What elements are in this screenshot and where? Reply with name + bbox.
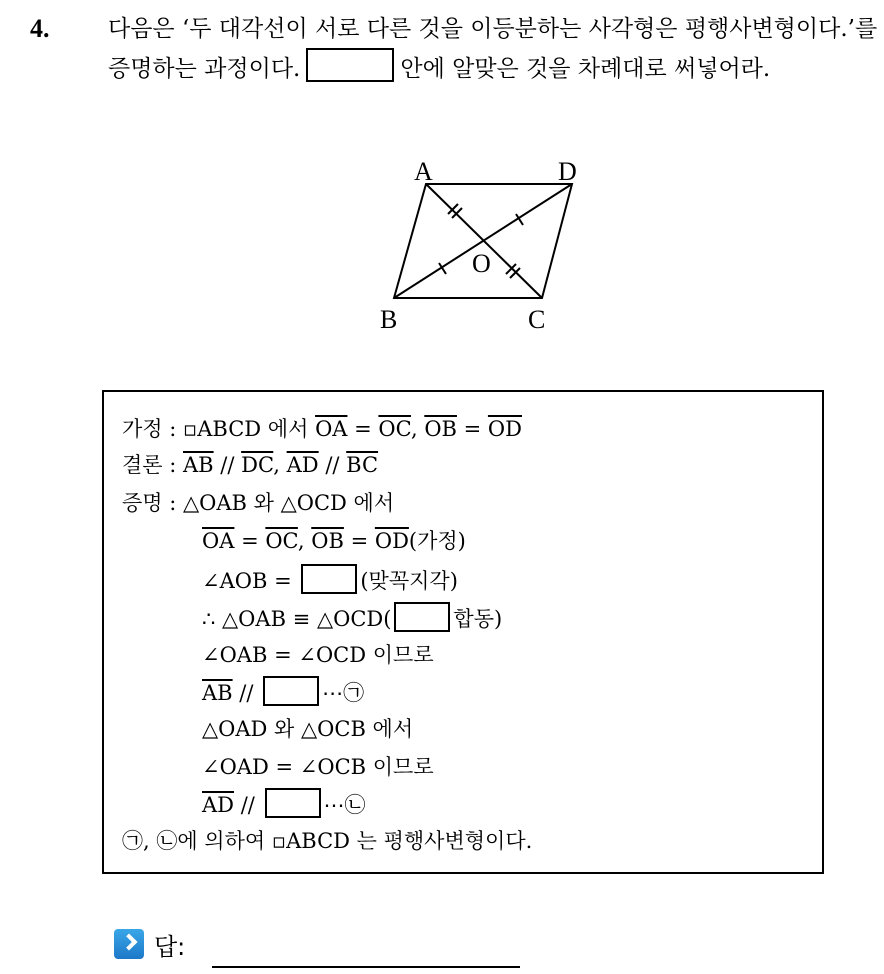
- question-number: 4.: [30, 14, 50, 43]
- proof-line-triangles2: △OAD 와 △OCB 에서: [202, 717, 414, 741]
- text: //: [232, 681, 261, 705]
- segment: $\overline{BC}$: [346, 453, 379, 477]
- segment: $\overline{DC}$: [241, 453, 274, 477]
- segment: $\overline{OC}$: [265, 529, 298, 553]
- text: ,: [410, 417, 425, 441]
- proof-line-final: ㉠, ㉡에 의하여 ▫ABCD 는 평행사변형이다.: [122, 829, 533, 853]
- blank-parallel1: [263, 676, 319, 706]
- proof-line-assumption: [122, 414, 522, 444]
- label-d: D: [558, 157, 577, 186]
- segment: $\overline{AD}$: [286, 453, 319, 477]
- text: //: [318, 453, 347, 477]
- proof-line-proof-start: 증명 : △OAB 와 △OCD 에서: [122, 491, 395, 515]
- segment: $\overline{AB}$: [183, 453, 214, 477]
- text: ⋯㉡: [323, 793, 366, 817]
- question-text-part2: 안에 알맞은 것을 차례대로 써넣어라.: [400, 56, 771, 82]
- blank-parallel2: [265, 788, 321, 818]
- label-c: C: [528, 305, 546, 334]
- proof-line-conclusion: [122, 450, 378, 480]
- proof-line-congruence: [202, 602, 502, 634]
- proof-line-angle-eq1: ∠OAB = ∠OCD 이므로: [202, 643, 434, 667]
- text: ⋯㉠: [322, 681, 365, 705]
- text: =: [234, 529, 266, 553]
- text: (맞꼭지각): [360, 569, 458, 593]
- text: =: [347, 417, 379, 441]
- text: =: [456, 417, 488, 441]
- arrow-right-icon: [114, 929, 144, 959]
- segment: $\overline{OB}$: [424, 417, 457, 441]
- proof-line-vertical-angles: [202, 564, 458, 596]
- label-b: B: [380, 305, 398, 334]
- proof-line-parallel2: [202, 788, 366, 820]
- text: 합동): [453, 607, 503, 631]
- proof-box: [102, 390, 824, 874]
- label-a: A: [414, 157, 433, 186]
- segment: $\overline{AB}$: [202, 681, 233, 705]
- segment: $\overline{OD}$: [487, 417, 522, 441]
- question-text-part1: 다음은 ‘두 대각선이 서로 다른 것을 이등분하는 사각형은 평행사변형이다.’를 증명하는 과정이다.: [108, 16, 878, 82]
- quad-name: ▫ABCD: [183, 417, 262, 441]
- segment: $\overline{OD}$: [374, 529, 409, 553]
- proof-line-parallel1: [202, 676, 364, 708]
- text: ∴ △OAB ≡ △OCD(: [202, 607, 392, 631]
- text: //: [234, 793, 262, 817]
- answer-label: 답:: [154, 932, 186, 961]
- parallelogram-figure: [360, 150, 590, 340]
- label-conclusion: 결론 :: [122, 453, 183, 477]
- segment: $\overline{AD}$: [202, 793, 235, 817]
- segment: $\overline{OA}$: [202, 529, 235, 553]
- question-text: [108, 10, 878, 88]
- answer-input-line[interactable]: [212, 966, 520, 968]
- segment: $\overline{OC}$: [378, 417, 411, 441]
- proof-line-angle-eq2: ∠OAD = ∠OCB 이므로: [202, 755, 434, 779]
- text: ,: [273, 453, 287, 477]
- segment: $\overline{OA}$: [315, 417, 348, 441]
- blank-angle: [301, 564, 357, 594]
- text: ∠AOB =: [202, 569, 299, 593]
- label-o: O: [472, 249, 491, 278]
- text: //: [213, 453, 242, 477]
- text: 에서: [261, 417, 316, 441]
- blank-box: [306, 48, 394, 82]
- answer-area: [114, 924, 185, 964]
- blank-congruence: [394, 602, 450, 632]
- text: =: [343, 529, 375, 553]
- label-assumption: 가정 :: [122, 417, 183, 441]
- segment: $\overline{OB}$: [311, 529, 344, 553]
- proof-line-given: [202, 526, 466, 556]
- text: ,: [297, 529, 312, 553]
- text: (가정): [408, 529, 466, 553]
